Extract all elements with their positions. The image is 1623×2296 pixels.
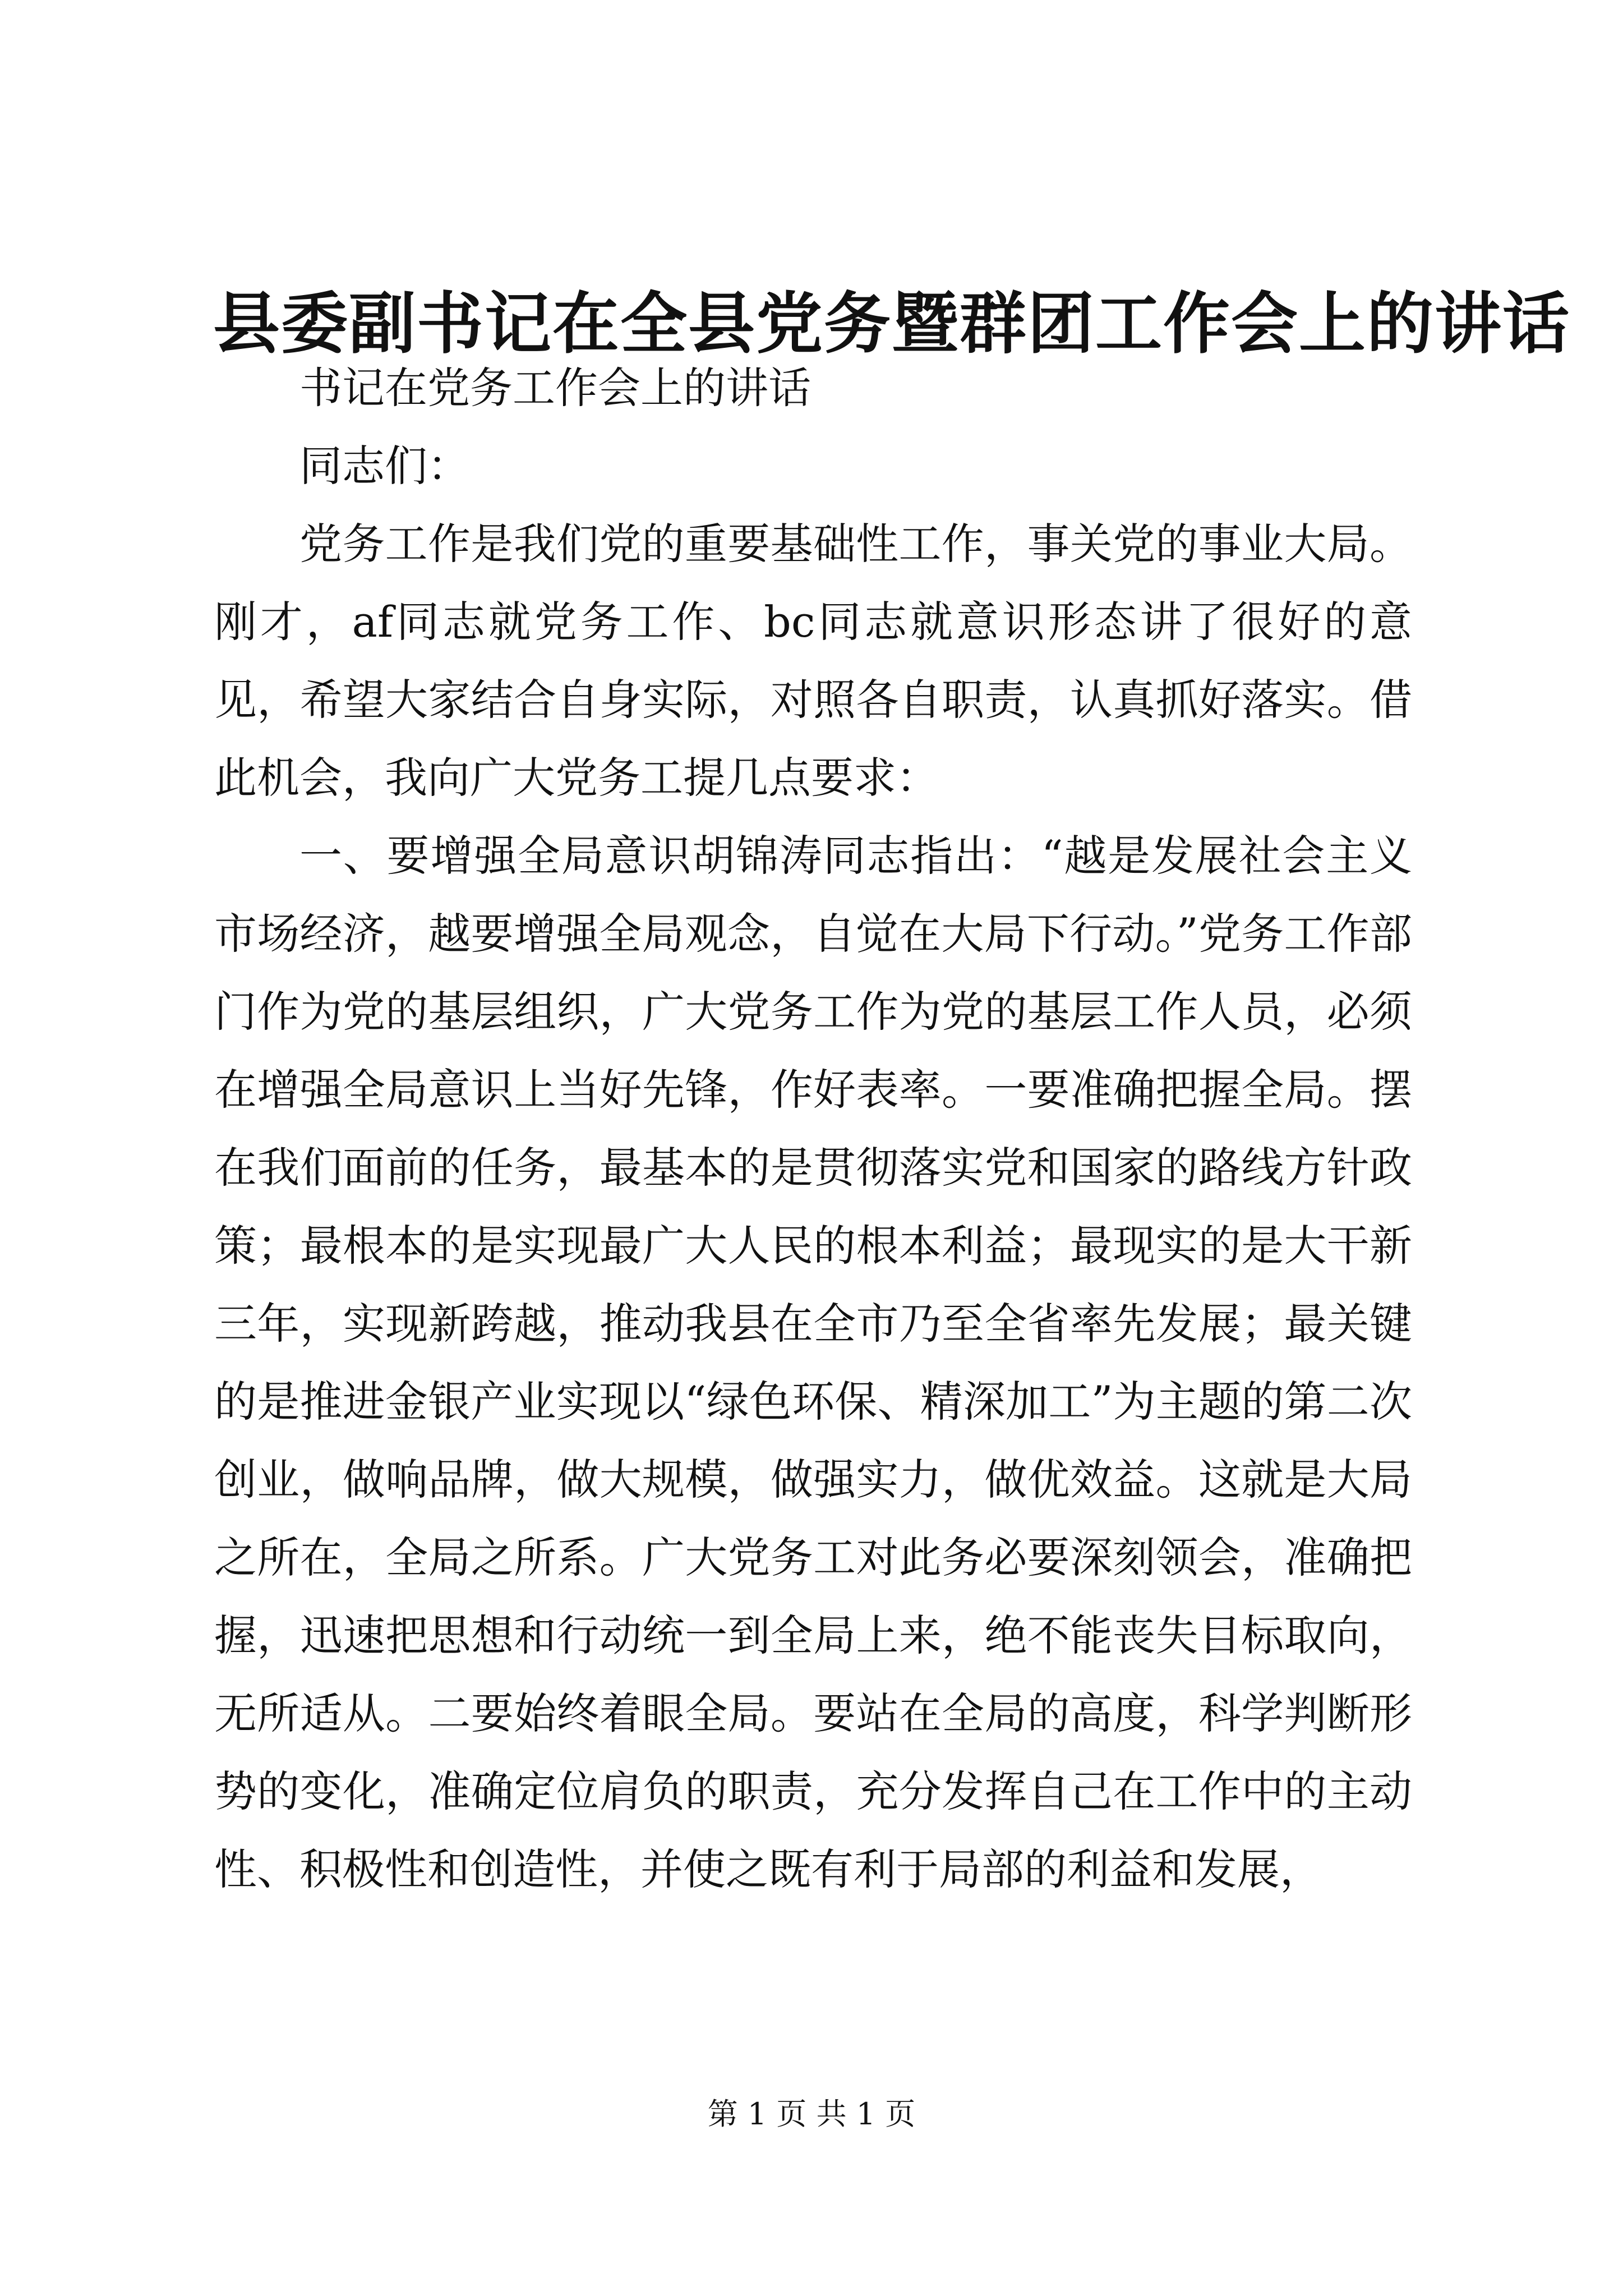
section-one-paragraph: 一、要增强全局意识胡锦涛同志指出：“越是发展社会主义市场经济，越要增强全局观念，自觉在大局下行动。”党务工作部门作为党的基层组织，广大党务工作为党的基层工作人员，必须在增强全局意识上当好先锋，作好表率。一要准确把握全局。摆在我们面前的任务，最基本的是贯彻落实党和国家的路线方针政策；最根本的是实现最广大人民的根本利益；最现实的是大干新三年，实现新跨越，推动我县在全市乃至全省率先发展；最关键的是推进金银产业实现以“绿色环保、精深加工”为主题的第二次创业，做响品牌，做大规模，做强实力，做优效益。这就是大局之所在，全局之所系。广大党务工对此务必要深刻领会，准确把握，迅速把思想和行动统一到全局上来，绝不能丧失目标取向，无所适从。二要始终着眼全局。要站在全局的高度，科学判断形势的变化，准确定位肩负的职责，充分发挥自己在工作中的主动性、积极性和创造性，并使之既有利于局部的利益和发展， <box>214 831 1412 1894</box>
document-body <box>214 349 1412 1908</box>
page-footer: 第 1 页 共 1 页 <box>707 2096 916 2132</box>
document-title: 县委副书记在全县党务暨群团工作会上的讲话 <box>213 284 1570 363</box>
intro-paragraph: 党务工作是我们党的重要基础性工作，事关党的事业大局。刚才，af同志就党务工作、bc同志就意识形态讲了很好的意见，希望大家结合自身实际，对照各自职责，认真抓好落实。借此机会，我向广大党务工提几点要求： <box>214 519 1412 803</box>
subtitle-paragraph: 书记在党务工作会上的讲话 <box>299 363 811 413</box>
salutation-paragraph: 同志们： <box>299 441 470 491</box>
